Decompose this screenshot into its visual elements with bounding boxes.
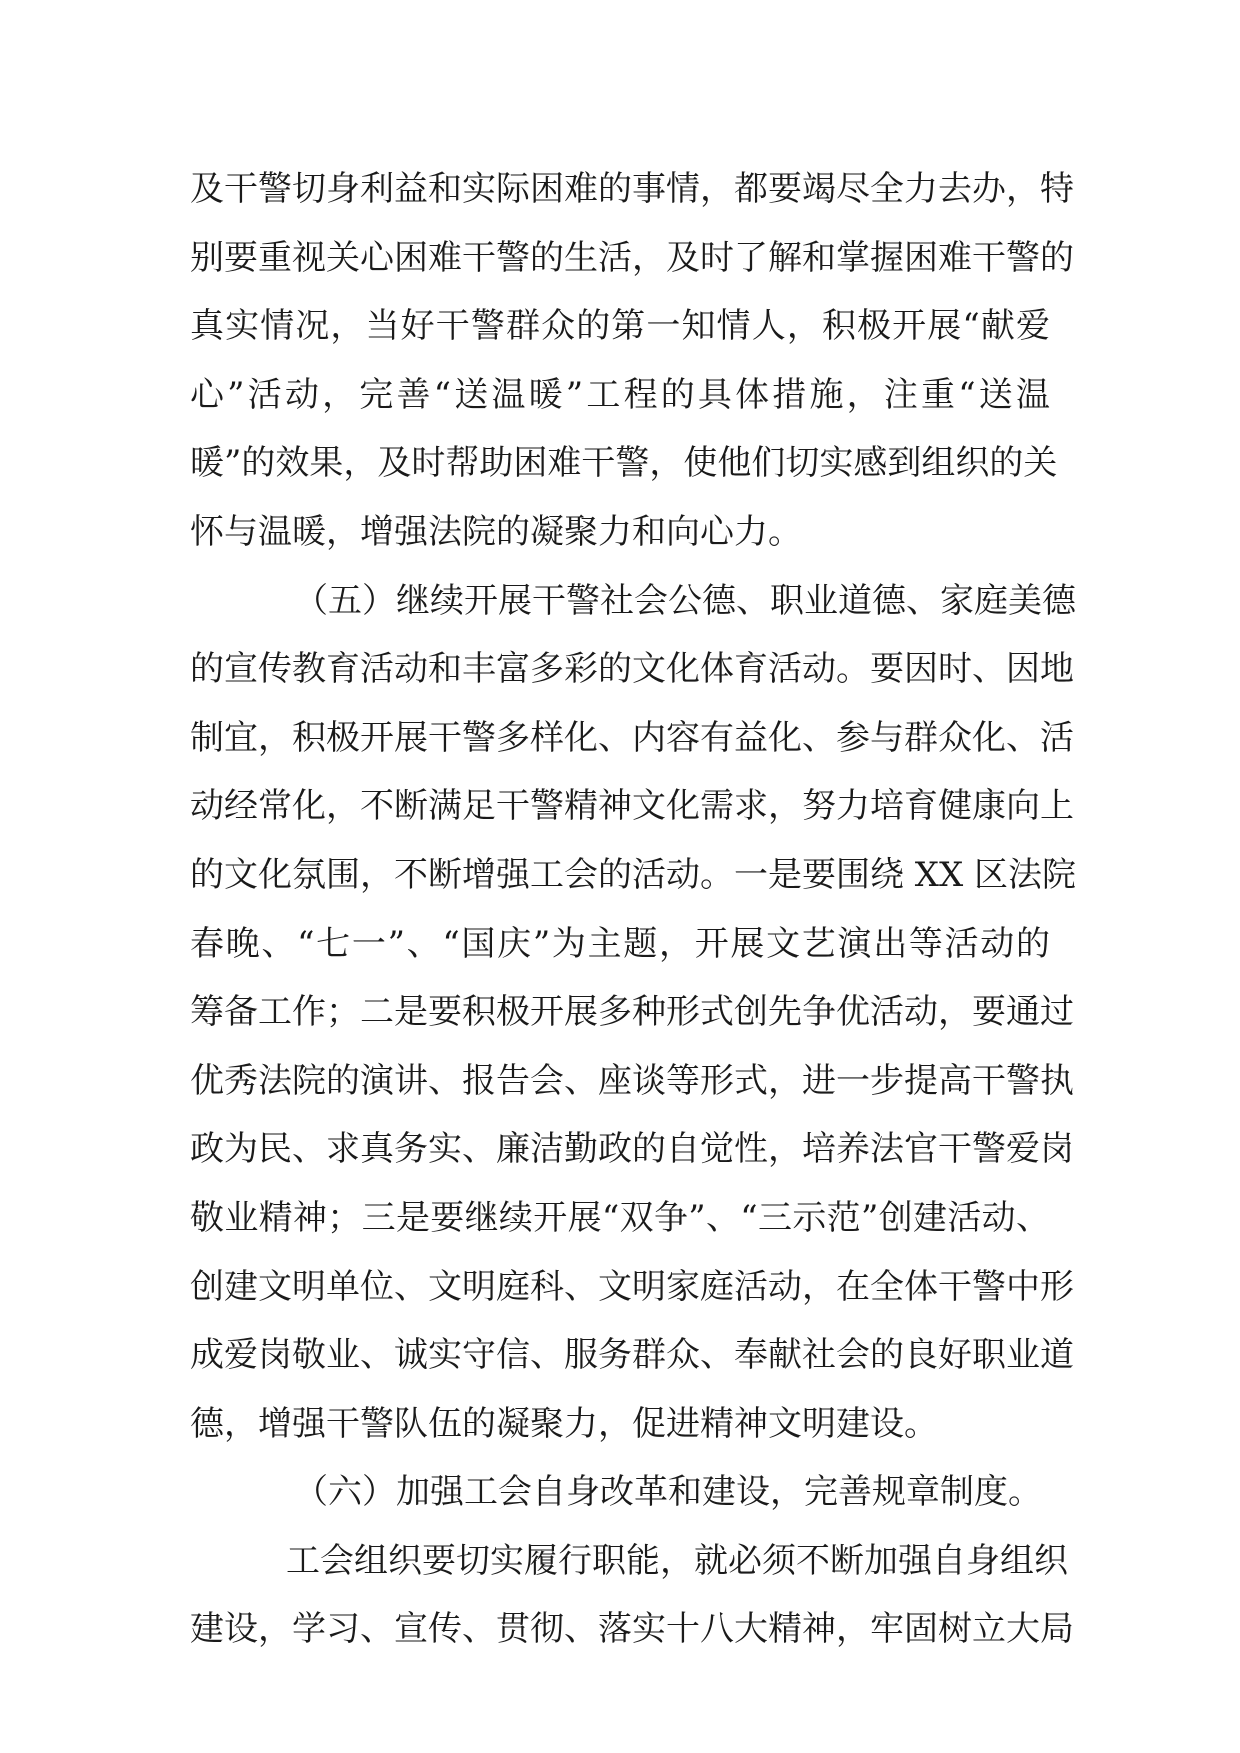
text-line: 创建文明单位、文明庭科、文明家庭活动，在全体干警中形 xyxy=(190,1266,1074,1307)
text-line: 春晚、“七一”、“国庆”为主题，开展文艺演出等活动的 xyxy=(190,923,1050,964)
text-line: 的宣传教育活动和丰富多彩的文化体育活动。要因时、因地 xyxy=(190,649,1074,690)
text-line: 心”活动，完善“送温暖”工程的具体措施，注重“送温 xyxy=(190,374,1050,415)
text-line: 筹备工作；二是要积极开展多种形式创先争优活动，要通过 xyxy=(190,992,1074,1033)
text-line: 敬业精神；三是要继续开展“双争”、“三示范”创建活动、 xyxy=(190,1197,1050,1238)
text-line: 暖”的效果，及时帮助困难干警，使他们切实感到组织的关 xyxy=(190,443,1058,484)
text-line: 德，增强干警队伍的凝聚力，促进精神文明建设。 xyxy=(190,1403,938,1444)
section-heading-6: （六）加强工会自身改革和建设，完善规章制度。 xyxy=(294,1472,1042,1513)
text-line: 工会组织要切实履行职能，就必须不断加强自身组织 xyxy=(286,1540,1068,1581)
text-line: 怀与温暖，增强法院的凝聚力和向心力。 xyxy=(190,511,802,552)
text-line: 制宜，积极开展干警多样化、内容有益化、参与群众化、活 xyxy=(190,717,1074,758)
text-line: 的文化氛围，不断增强工会的活动。一是要围绕 XX 区法院 xyxy=(190,854,1077,895)
text-line: 政为民、求真务实、廉洁勤政的自觉性，培养法官干警爱岗 xyxy=(190,1129,1074,1170)
text-line: 建设，学习、宣传、贯彻、落实十八大精神，牢固树立大局 xyxy=(190,1609,1074,1650)
text-line: 动经常化，不断满足干警精神文化需求，努力培育健康向上 xyxy=(190,786,1074,827)
text-line: 成爱岗敬业、诚实守信、服务群众、奉献社会的良好职业道 xyxy=(190,1335,1074,1376)
text-line: 真实情况，当好干警群众的第一知情人，积极开展“献爱 xyxy=(190,306,1050,347)
text-line: 优秀法院的演讲、报告会、座谈等形式，进一步提高干警执 xyxy=(190,1060,1074,1101)
text-line: 别要重视关心困难干警的生活，及时了解和掌握困难干警的 xyxy=(190,237,1074,278)
section-heading-5: （五）继续开展干警社会公德、职业道德、家庭美德 xyxy=(294,580,1076,621)
text-line: 及干警切身利益和实际困难的事情，都要竭尽全力去办，特 xyxy=(190,169,1074,209)
body-text xyxy=(190,155,1077,1664)
